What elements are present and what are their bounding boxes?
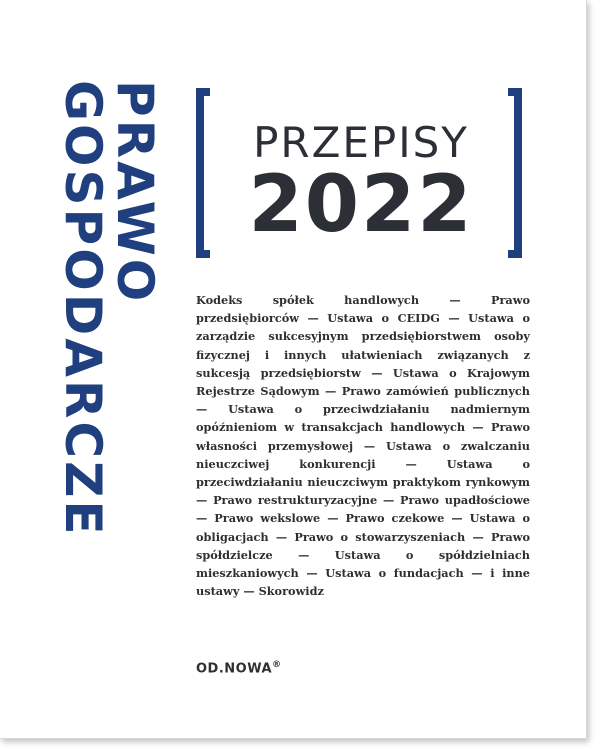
publisher-name: OD.NOWA [196, 661, 273, 677]
contents-list: Kodeks spółek handlowych — Prawo przedsiębiorców — Ustawa o CEIDG — Ustawa o zarządzie sukcesyjnym przedsiębiorstwem osoby fizycznej i innych ułatwieniach związanych z sukcesją przedsiębiorstw — Ustawa o Krajowym Rejestrze Sądowym — Prawo zamówień publicznych — Ustawa o przeciwdziałaniu nadmiernym opóźnieniom w transakcjach handlowych — Prawo własności przemysłowej — Ustawa o zwalczaniu nieuczciwej konkurencji — Ustawa o przeciwdziałaniu nieuczciwym praktykom rynkowym — Prawo restrukturyzacyjne — Prawo upadłościowe — Prawo wekslowe — Prawo czekowe — Ustawa o obligacjach — Prawo o stowarzyszeniach — Prawo spółdzielcze — Ustawa o spółdzielniach mieszkaniowych — Ustawa o fundacjach — i inne ustawy — Skorowidz [196, 293, 530, 599]
heading-przepisy: PRZEPISY [253, 118, 469, 167]
series-title-line2: GOSPODARCZE [54, 80, 112, 538]
registered-mark: ® [272, 660, 282, 670]
publisher-logo [196, 660, 282, 676]
series-title [54, 80, 164, 538]
series-title-line1: PRAWO [106, 80, 164, 305]
heading-year: 2022 [248, 160, 474, 250]
